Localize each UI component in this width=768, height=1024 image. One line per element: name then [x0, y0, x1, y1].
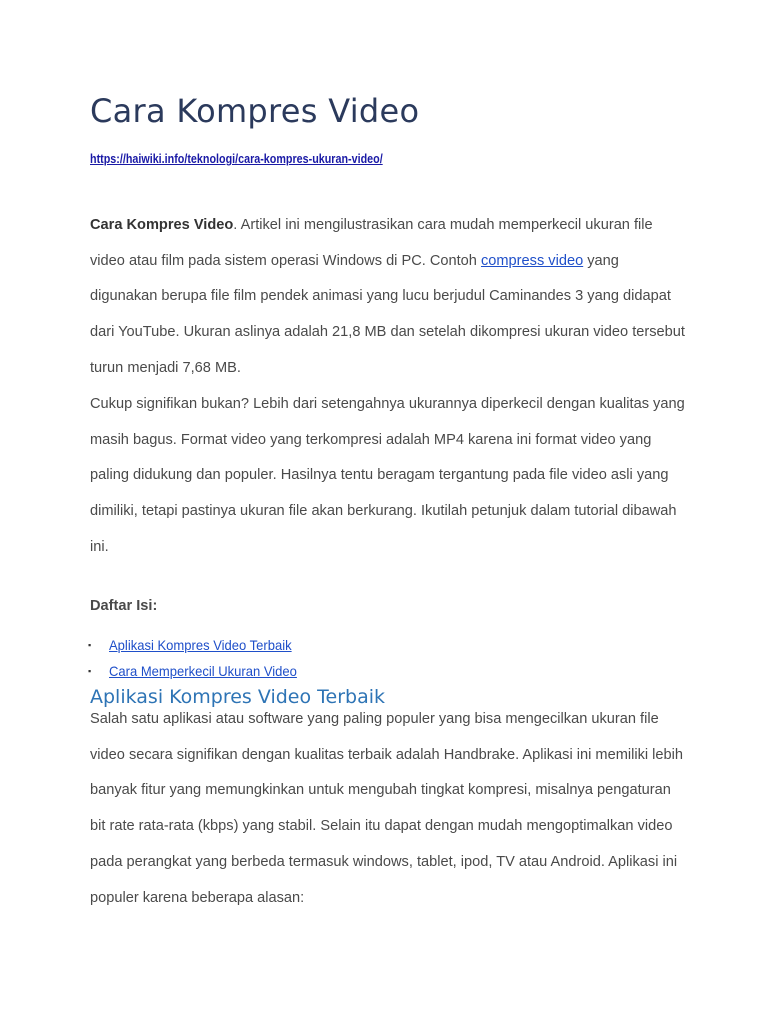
- bullet-icon: ▪: [88, 666, 92, 676]
- intro-text-before-link: . Artikel ini mengilustrasikan cara mudah memperkecil ukuran file video atau film pada sistem operasi Windows di PC. Contoh: [90, 217, 653, 269]
- toc-link-aplikasi[interactable]: Aplikasi Kompres Video Terbaik: [109, 637, 292, 653]
- toc-item: [90, 660, 311, 686]
- source-url-link[interactable]: https://haiwiki.info/teknologi/cara-kompres-ukuran-video/: [90, 152, 383, 166]
- intro-text-after-link: yang digunakan berupa file film pendek animasi yang lucu berjudul Caminandes 3 yang didapat dari YouTube. Ukuran aslinya adalah 21,8 MB dan setelah dikompresi ukuran video tersebut turun menjadi 7,68 MB.: [90, 252, 685, 376]
- body-paragraph-2: Cukup signifikan bukan? Lebih dari setengahnya ukurannya diperkecil dengan kualitas yang masih bagus. Format video yang terkompresi adalah MP4 karena ini format video yang paling didukung dan populer. Hasilnya tentu beragam tergantung pada file video asli yang dimiliki, tetapi pastinya ukuran file akan berkurang. Ikutilah petunjuk dalam tutorial dibawah ini.: [90, 396, 685, 555]
- compress-video-link[interactable]: compress video: [480, 252, 584, 269]
- section-heading: Aplikasi Kompres Video Terbaik: [90, 686, 386, 708]
- intro-paragraph: [90, 208, 690, 387]
- table-of-contents: [90, 634, 311, 686]
- toc-heading: Daftar Isi:: [90, 598, 158, 614]
- bullet-icon: ▪: [88, 640, 92, 650]
- page-title: Cara Kompres Video: [90, 92, 420, 130]
- intro-bold-lead: Cara Kompres Video: [90, 217, 234, 233]
- section-body: Salah satu aplikasi atau software yang paling populer yang bisa mengecilkan ukuran file video secara signifikan dengan kualitas terbaik adalah Handbrake. Aplikasi ini memiliki lebih banyak fitur yang memungkinkan untuk mengubah tingkat kompresi, misalnya pengaturan bit rate rata-rata (kbps) yang stabil. Selain itu dapat dengan mudah mengoptimalkan video pada perangkat yang berbeda termasuk windows, tablet, ipod, TV atau Android. Aplikasi ini populer karena beberapa alasan:: [90, 711, 683, 906]
- toc-item: [90, 634, 311, 660]
- toc-link-cara[interactable]: Cara Memperkecil Ukuran Video: [109, 663, 297, 679]
